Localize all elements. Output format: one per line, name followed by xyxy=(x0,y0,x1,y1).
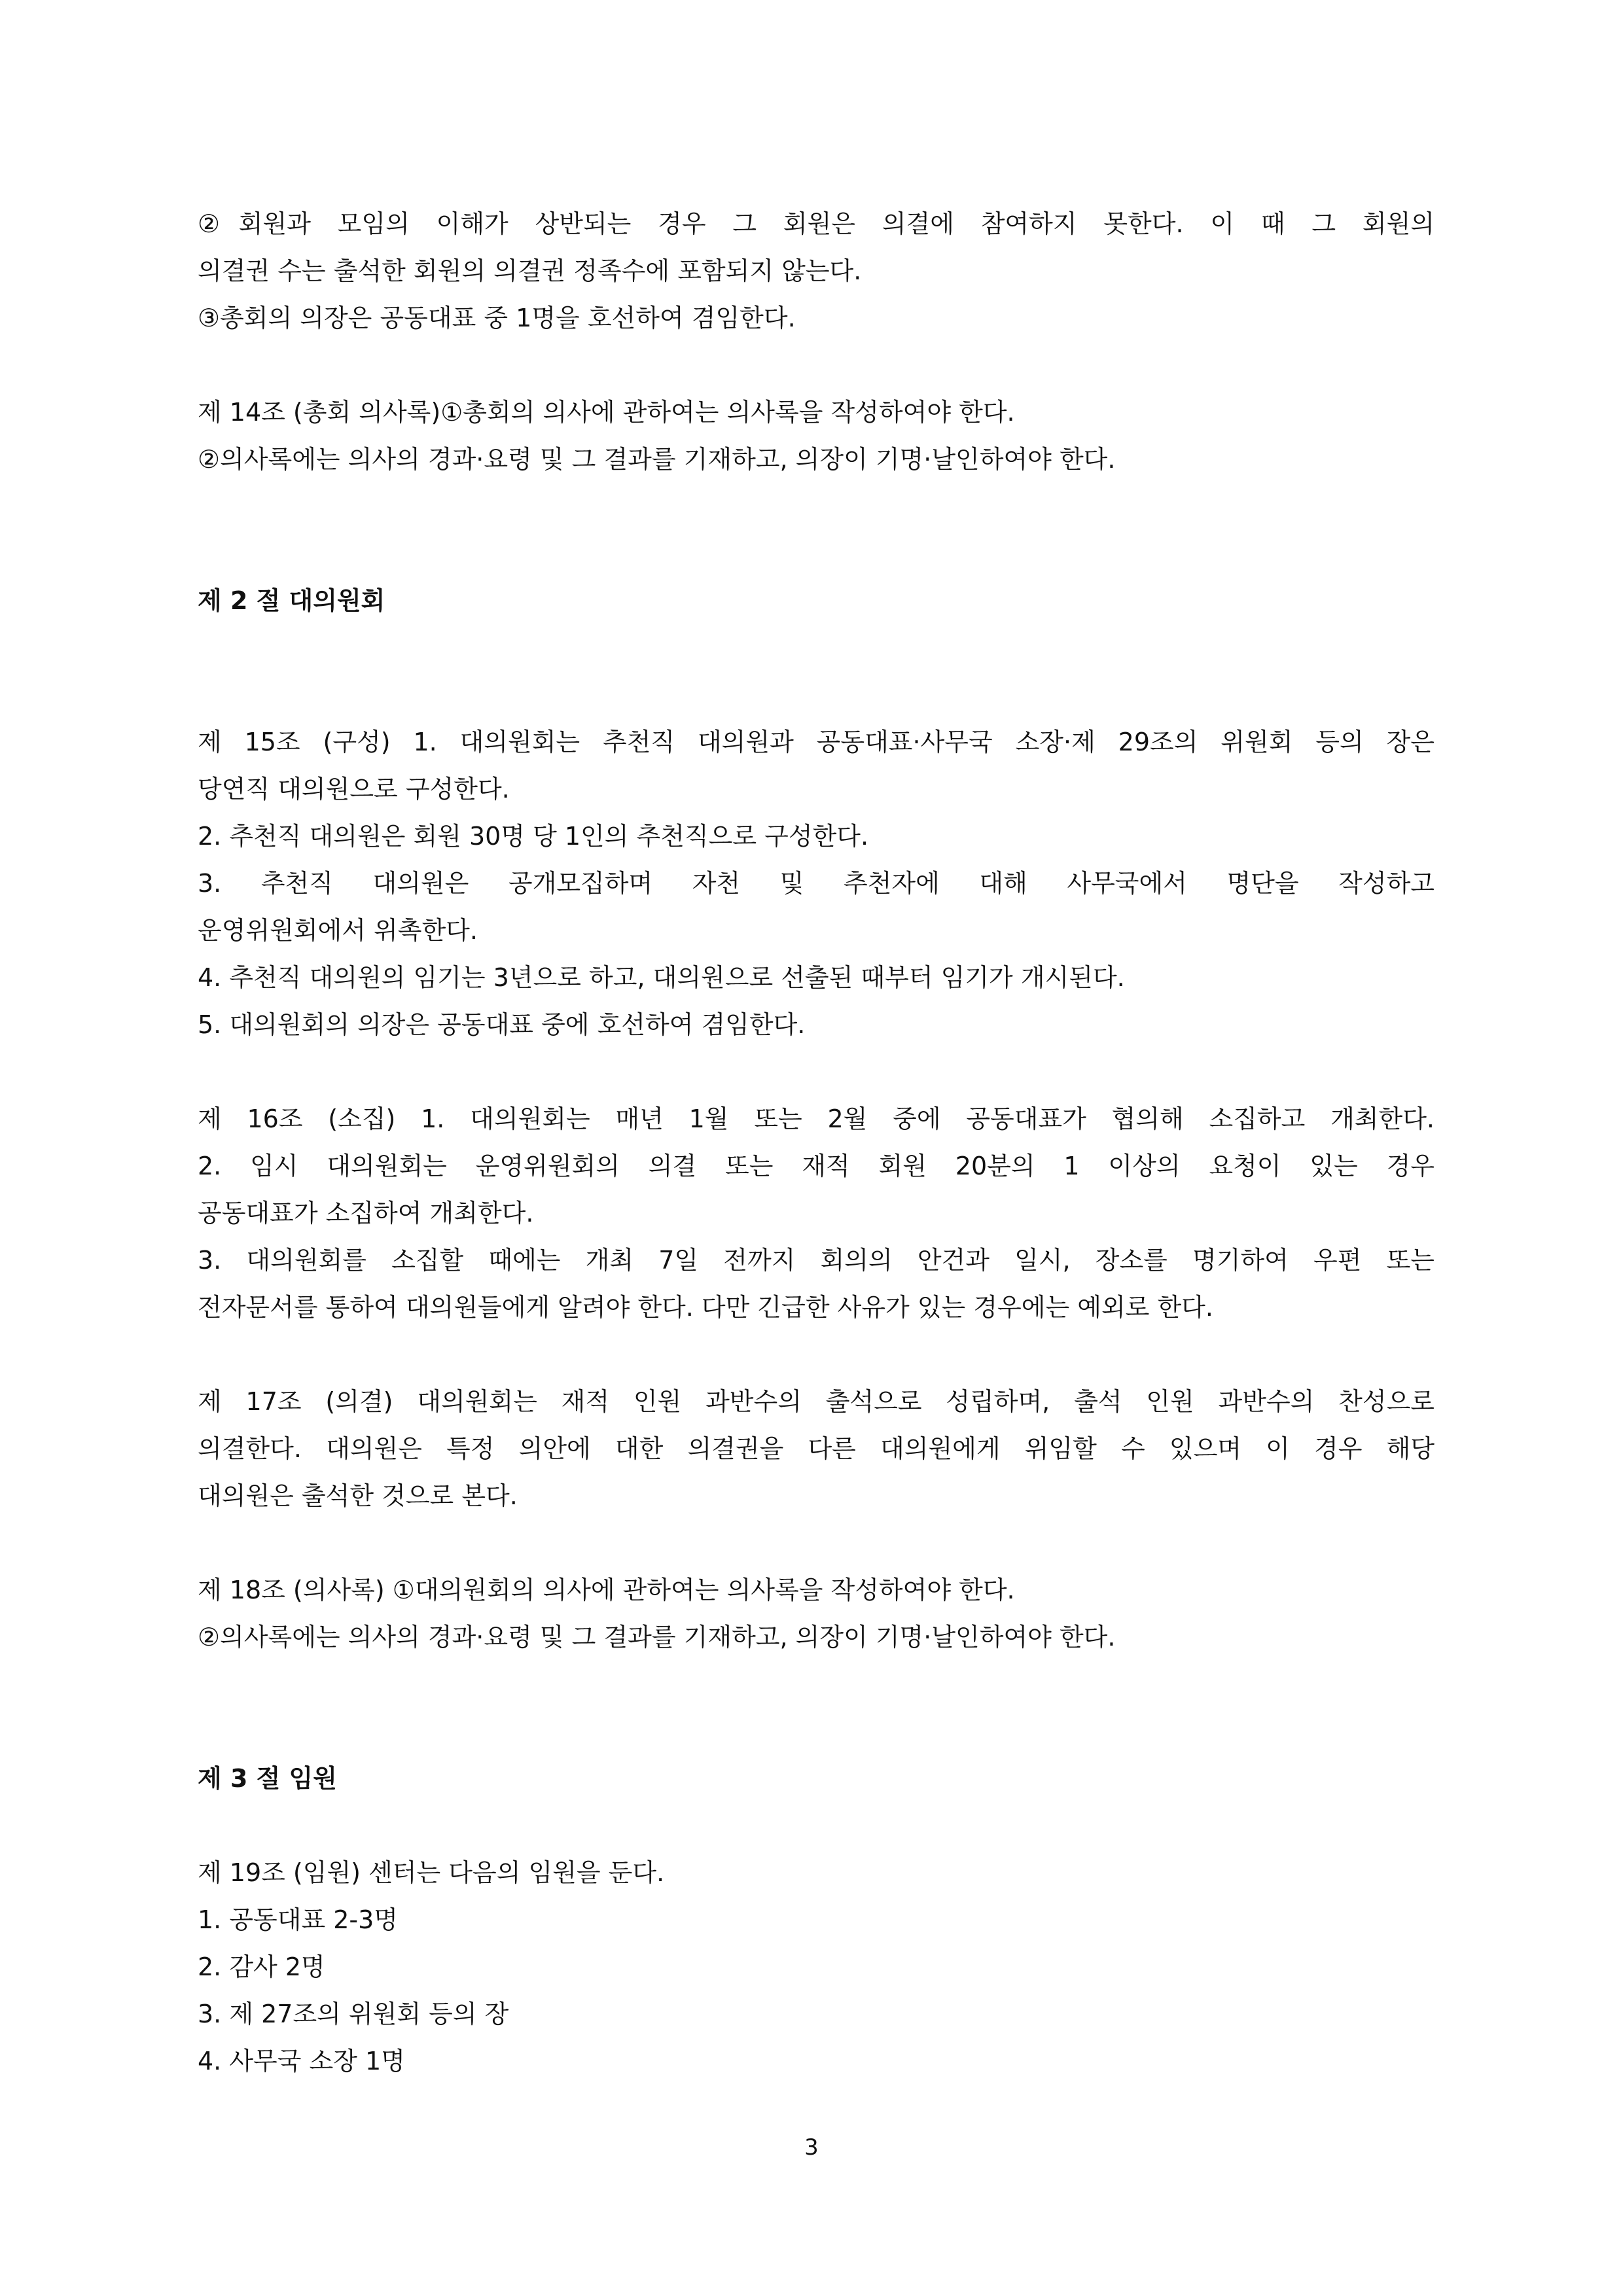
article-19 xyxy=(198,1849,1435,2085)
text-line: 5. 대의원회의 의장은 공동대표 중에 호선하여 겸임한다. xyxy=(198,1010,806,1039)
article-16 xyxy=(198,1095,1435,1331)
text-line: 의결한다. 대의원은 특정 의안에 대한 의결권을 다른 대의원에게 위임할 수 있으며 이 경우 해당 xyxy=(198,1434,1435,1463)
article-17 xyxy=(198,1378,1435,1519)
text-line: ③총회의 의장은 공동대표 중 1명을 호선하여 겸임한다. xyxy=(198,304,796,332)
section-heading: 제 2 절 대의원회 xyxy=(198,586,385,615)
text-line: 3. 추천직 대의원은 공개모집하며 자천 및 추천자에 대해 사무국에서 명단을 작성하고 xyxy=(198,869,1435,898)
section-heading: 제 3 절 임원 xyxy=(198,1764,337,1793)
text-line: 4. 추천직 대의원의 임기는 3년으로 하고, 대의원으로 선출된 때부터 임기가 개시된다. xyxy=(198,963,1125,992)
text-line: 제 16조 (소집) 1. 대의원회는 매년 1월 또는 2월 중에 공동대표가 협의해 소집하고 개최한다. xyxy=(198,1104,1435,1133)
text-line: ②의사록에는 의사의 경과·요령 및 그 결과를 기재하고, 의장이 기명·날인하여야 한다. xyxy=(198,445,1116,474)
article-13-clause-2 xyxy=(198,200,1435,294)
text-line: 공동대표가 소집하여 개최한다. xyxy=(198,1199,534,1227)
text-line: 3. 대의원회를 소집할 때에는 개최 7일 전까지 회의의 안건과 일시, 장소를 명기하여 우편 또는 xyxy=(198,1246,1435,1275)
list-item: 3. 제 27조의 위원회 등의 장 xyxy=(198,2000,509,2028)
text-line: 제 17조 (의결) 대의원회는 재적 인원 과반수의 출석으로 성립하며, 출석 인원 과반수의 찬성으로 xyxy=(198,1387,1435,1416)
text-line: 전자문서를 통하여 대의원들에게 알려야 한다. 다만 긴급한 사유가 있는 경우에는 예외로 한다. xyxy=(198,1293,1213,1322)
text-line: 제 14조 (총회 의사록)①총회의 의사에 관하여는 의사록을 작성하여야 한다. xyxy=(198,398,1015,427)
page-number: 3 xyxy=(804,2134,819,2161)
text-line: ②의사록에는 의사의 경과·요령 및 그 결과를 기재하고, 의장이 기명·날인하여야 한다. xyxy=(198,1623,1116,1651)
text-line: 제 18조 (의사록) ①대의원회의 의사에 관하여는 의사록을 작성하여야 한다. xyxy=(198,1576,1015,1604)
text-line: 제 19조 (임원) 센터는 다음의 임원을 둔다. xyxy=(198,1858,665,1887)
text-line: 운영위원회에서 위촉한다. xyxy=(198,916,478,945)
article-15 xyxy=(198,718,1435,1048)
list-item: 4. 사무국 소장 1명 xyxy=(198,2047,405,2075)
text-line: 당연직 대의원으로 구성한다. xyxy=(198,775,510,804)
text-line: 대의원은 출석한 것으로 본다. xyxy=(198,1481,518,1510)
text-line: ②회원과 모임의 이해가 상반되는 경우 그 회원은 의결에 참여하지 못한다. 이 때 그 회원의 xyxy=(198,209,1435,238)
text-line: 2. 임시 대의원회는 운영위원회의 의결 또는 재적 회원 20분의 1 이상의 요청이 있는 경우 xyxy=(198,1152,1435,1180)
text-line: 제 15조 (구성) 1. 대의원회는 추천직 대의원과 공동대표·사무국 소장·제 29조의 위원회 등의 장은 xyxy=(198,728,1435,756)
text-line: 의결권 수는 출석한 회원의 의결권 정족수에 포함되지 않는다. xyxy=(198,256,862,285)
article-18 xyxy=(198,1566,1435,1661)
page-body xyxy=(198,200,1435,2085)
list-item: 1. 공동대표 2-3명 xyxy=(198,1905,399,1934)
article-13-clause-3 xyxy=(198,294,1435,342)
text-line: 2. 추천직 대의원은 회원 30명 당 1인의 추천직으로 구성한다. xyxy=(198,822,869,851)
list-item: 2. 감사 2명 xyxy=(198,1952,325,1981)
article-14 xyxy=(198,389,1435,483)
